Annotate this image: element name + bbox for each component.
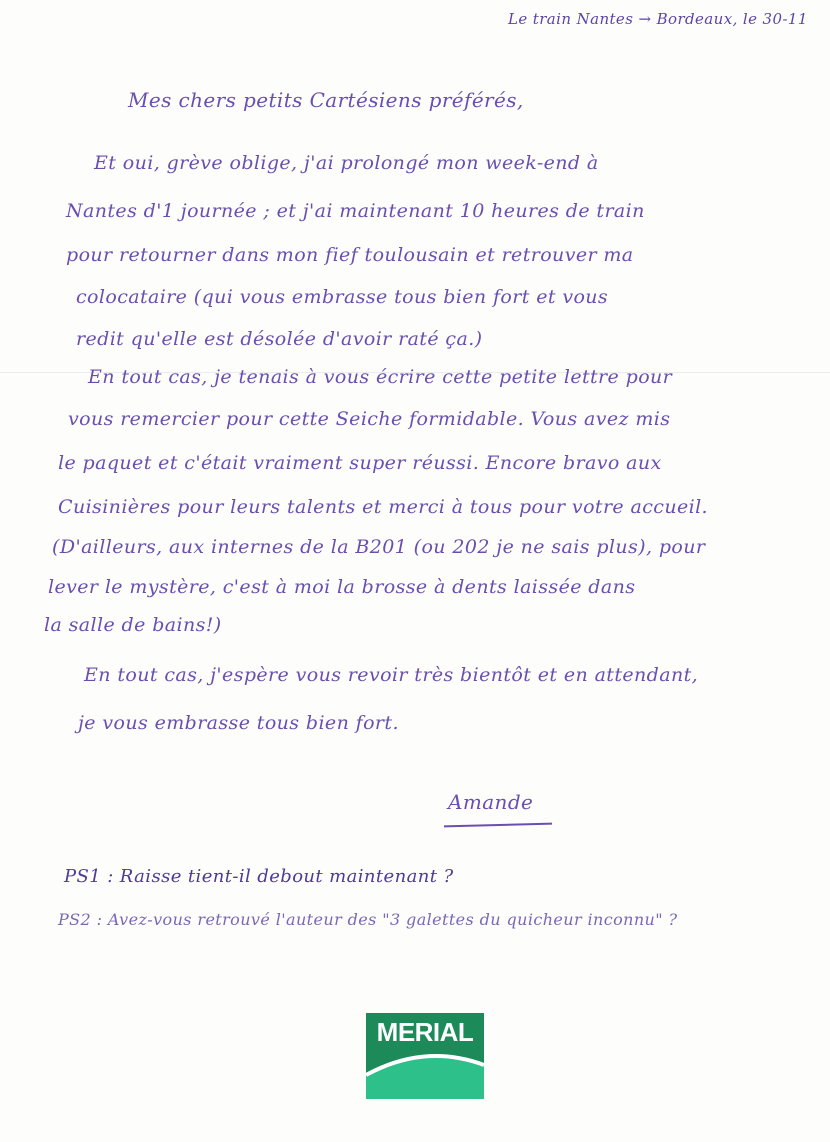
letter-line: colocataire (qui vous embrasse tous bien fort et vous [76,286,609,308]
letter-header: Le train Nantes → Bordeaux, le 30-11 [508,10,808,28]
letter-line: En tout cas, j'espère vous revoir très bientôt et en attendant, [84,664,699,686]
postscript-2: PS2 : Avez-vous retrouvé l'auteur des "3 galettes du quicheur inconnu" ? [58,910,678,929]
letter-line: pour retourner dans mon fief toulousain et retrouver ma [66,244,634,266]
letter-line: le paquet et c'était vraiment super réussi. Encore bravo aux [58,452,662,474]
signature-underline [444,823,552,828]
letter-line: Et oui, grève oblige, j'ai prolongé mon week-end à [94,152,599,174]
letter-line: Nantes d'1 journée ; et j'ai maintenant 10 heures de train [66,200,645,222]
letter-greeting: Mes chers petits Cartésiens préférés, [128,88,524,112]
logo-text: MERIAL [376,1017,474,1047]
merial-logo [366,1013,484,1099]
letter-line: (D'ailleurs, aux internes de la B201 (ou 202 je ne sais plus), pour [52,536,706,558]
letter-line: lever le mystère, c'est à moi la brosse à dents laissée dans [48,576,636,598]
postscript-1: PS1 : Raisse tient-il debout maintenant ? [64,866,454,887]
letter-line: En tout cas, je tenais à vous écrire cette petite lettre pour [88,366,673,388]
letter-line: vous remercier pour cette Seiche formidable. Vous avez mis [68,408,671,430]
letter-line: redit qu'elle est désolée d'avoir raté ça.) [76,328,483,350]
letter-line: la salle de bains!) [44,614,222,636]
letter-line: je vous embrasse tous bien fort. [78,712,399,734]
signature: Amande [448,790,534,814]
letter-line: Cuisinières pour leurs talents et merci à tous pour votre accueil. [58,496,708,518]
